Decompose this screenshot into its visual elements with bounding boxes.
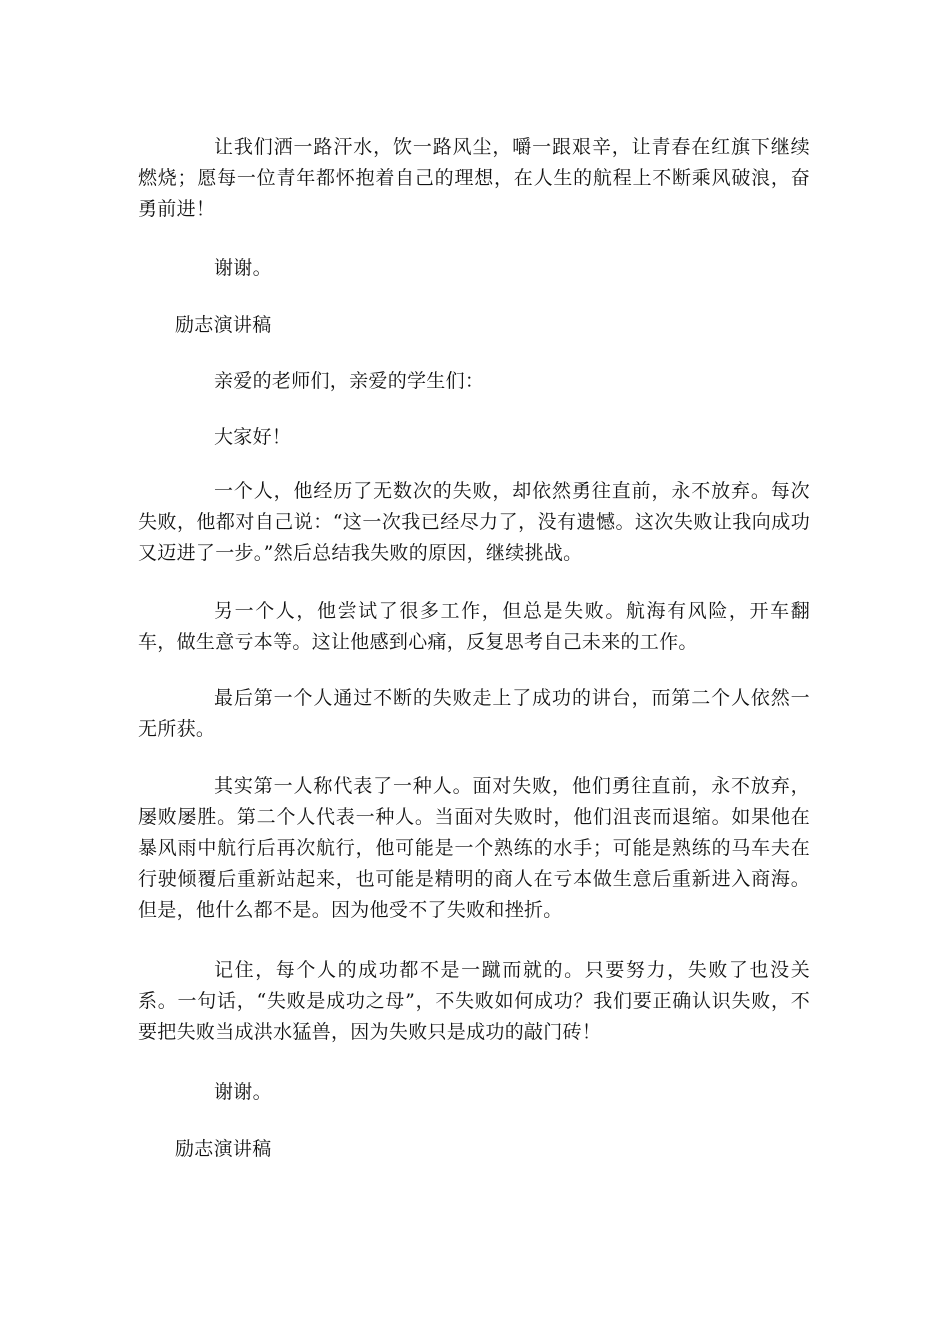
paragraph-analysis: 其实第一人称代表了一种人。面对失败，他们勇往直前，永不放弃，屡败屡胜。第二个人代表一种人。当面对失败时，他们沮丧而退缩。如果他在暴风雨中航行后再次航行，他可能是一个熟练的水手；可能是熟练的马车夫在行驶倾覆后重新站起来，也可能是精明的商人在亏本做生意后重新进入商海。但是，他什么都不是。因为他受不了失败和挫折。	[138, 775, 810, 921]
paragraph-first-person: 一个人，他经历了无数次的失败，却依然勇往直前，永不放弃。每次失败，他都对自己说：“这一次我已经尽力了，没有遗憾。这次失败让我向成功又迈进了一步。”然后总结我失败的原因，继续挑战。	[138, 480, 810, 564]
section-heading-1: 励志演讲稿	[175, 314, 272, 336]
section-heading-2: 励志演讲稿	[175, 1138, 272, 1160]
paragraph-thanks-2: 谢谢。	[214, 1081, 272, 1103]
paragraph-second-person: 另一个人，他尝试了很多工作，但总是失败。航海有风险，开车翻车，做生意亏本等。这让他感到心痛，反复思考自己未来的工作。	[138, 600, 810, 653]
paragraph-closing-exhortation: 让我们洒一路汗水，饮一路风尘，嚼一跟艰辛，让青春在红旗下继续燃烧；愿每一位青年都怀抱着自己的理想，在人生的航程上不断乘风破浪，奋勇前进！	[138, 136, 810, 220]
paragraph-outcome: 最后第一个人通过不断的失败走上了成功的讲台，而第二个人依然一无所获。	[138, 687, 810, 740]
paragraph-remember: 记住，每个人的成功都不是一蹴而就的。只要努力，失败了也没关系。一句话，“失败是成功之母”，不失败如何成功？我们要正确认识失败，不要把失败当成洪水猛兽，因为失败只是成功的敲门砖！	[138, 959, 810, 1043]
paragraph-thanks-1: 谢谢。	[214, 257, 272, 279]
paragraph-greeting: 大家好！	[214, 426, 292, 448]
paragraph-salutation: 亲爱的老师们，亲爱的学生们：	[214, 370, 485, 392]
